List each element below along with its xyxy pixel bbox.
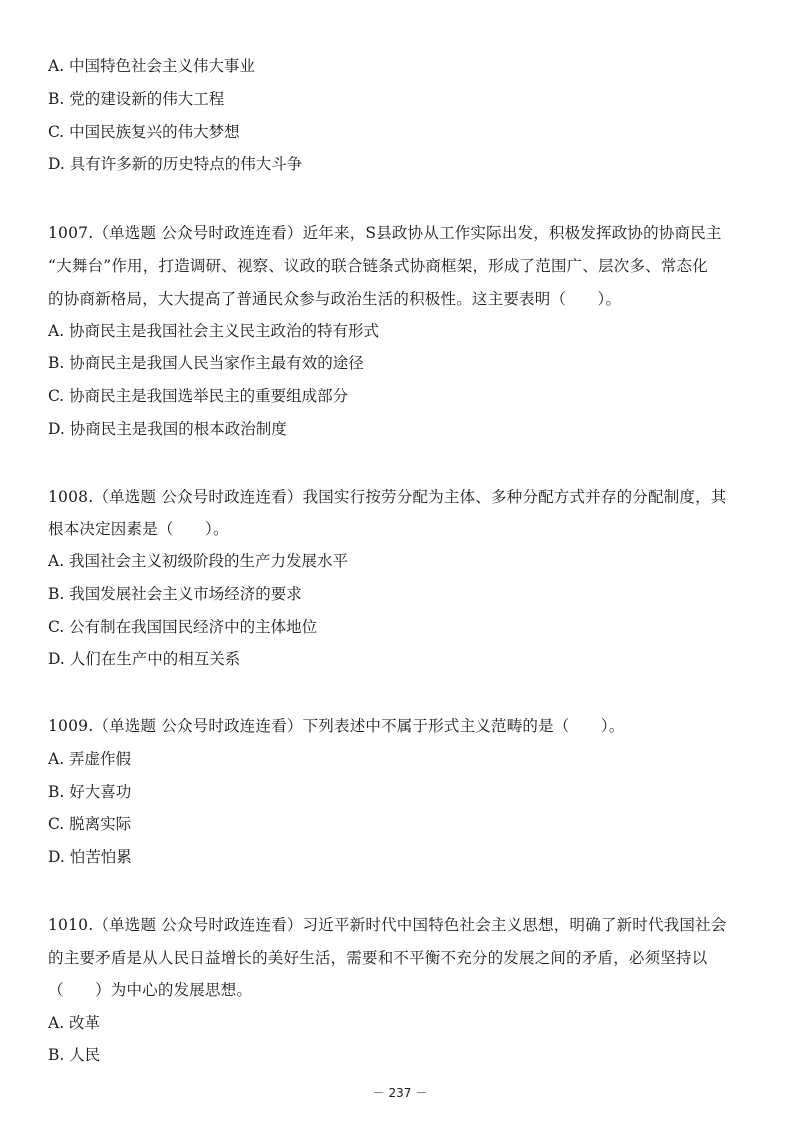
question-1009-stem-line-1: 1009.（单选题 公众号时政连连看）下列表述中不属于形式主义范畴的是（ ）。 bbox=[48, 717, 625, 735]
question-1007-option-d: D. 协商民主是我国的根本政治制度 bbox=[48, 420, 287, 438]
question-1008-stem-line-2: 根本决定因素是（ ）。 bbox=[48, 520, 229, 538]
question-1009-option-d: D. 怕苦怕累 bbox=[48, 848, 132, 866]
question-1008-option-a: A. 我国社会主义初级阶段的生产力发展水平 bbox=[48, 552, 349, 570]
question-1008-option-b: B. 我国发展社会主义市场经济的要求 bbox=[48, 585, 302, 603]
question-1008-option-c: C. 公有制在我国国民经济中的主体地位 bbox=[48, 618, 318, 636]
question-1010-option-b: B. 人民 bbox=[48, 1046, 101, 1064]
page-number: － 237 － bbox=[372, 1086, 428, 1100]
question-1010-stem-line-2: 的主要矛盾是从人民日益增长的美好生活，需要和不平衡不充分的发展之间的矛盾，必须坚持以 bbox=[48, 949, 708, 967]
option-b: B. 党的建设新的伟大工程 bbox=[48, 90, 225, 108]
question-1009-option-c: C. 脱离实际 bbox=[48, 815, 132, 833]
question-1010-stem-line-1: 1010.（单选题 公众号时政连连看）习近平新时代中国特色社会主义思想，明确了新时代我国社会 bbox=[48, 916, 727, 934]
question-1010-option-a: A. 改革 bbox=[48, 1014, 101, 1032]
question-1008-option-d: D. 人们在生产中的相互关系 bbox=[48, 650, 241, 668]
option-d: D. 具有许多新的历史特点的伟大斗争 bbox=[48, 155, 303, 173]
question-1007-option-b: B. 协商民主是我国人民当家作主最有效的途径 bbox=[48, 354, 364, 372]
question-1008-stem-line-1: 1008.（单选题 公众号时政连连看）我国实行按劳分配为主体、多种分配方式并存的分配制度，其 bbox=[48, 488, 727, 506]
option-a: A. 中国特色社会主义伟大事业 bbox=[48, 57, 256, 75]
question-1010-stem-line-3: （ ）为中心的发展思想。 bbox=[48, 981, 253, 999]
question-1007-option-c: C. 协商民主是我国选举民主的重要组成部分 bbox=[48, 387, 349, 405]
question-1007-stem-line-3: 的协商新格局，大大提高了普通民众参与政治生活的积极性。这主要表明（ ）。 bbox=[48, 290, 622, 308]
question-1007-option-a: A. 协商民主是我国社会主义民主政治的特有形式 bbox=[48, 322, 380, 340]
question-1007-stem-line-1: 1007.（单选题 公众号时政连连看）近年来，S县政协从工作实际出发，积极发挥政协的协商民主 bbox=[48, 224, 722, 242]
question-1007-stem-line-2: “大舞台”作用，打造调研、视察、议政的联合链条式协商框架，形成了范围广、层次多、常态化 bbox=[48, 257, 708, 275]
option-c: C. 中国民族复兴的伟大梦想 bbox=[48, 123, 240, 141]
question-1009-option-b: B. 好大喜功 bbox=[48, 783, 132, 801]
question-1009-option-a: A. 弄虚作假 bbox=[48, 750, 132, 768]
